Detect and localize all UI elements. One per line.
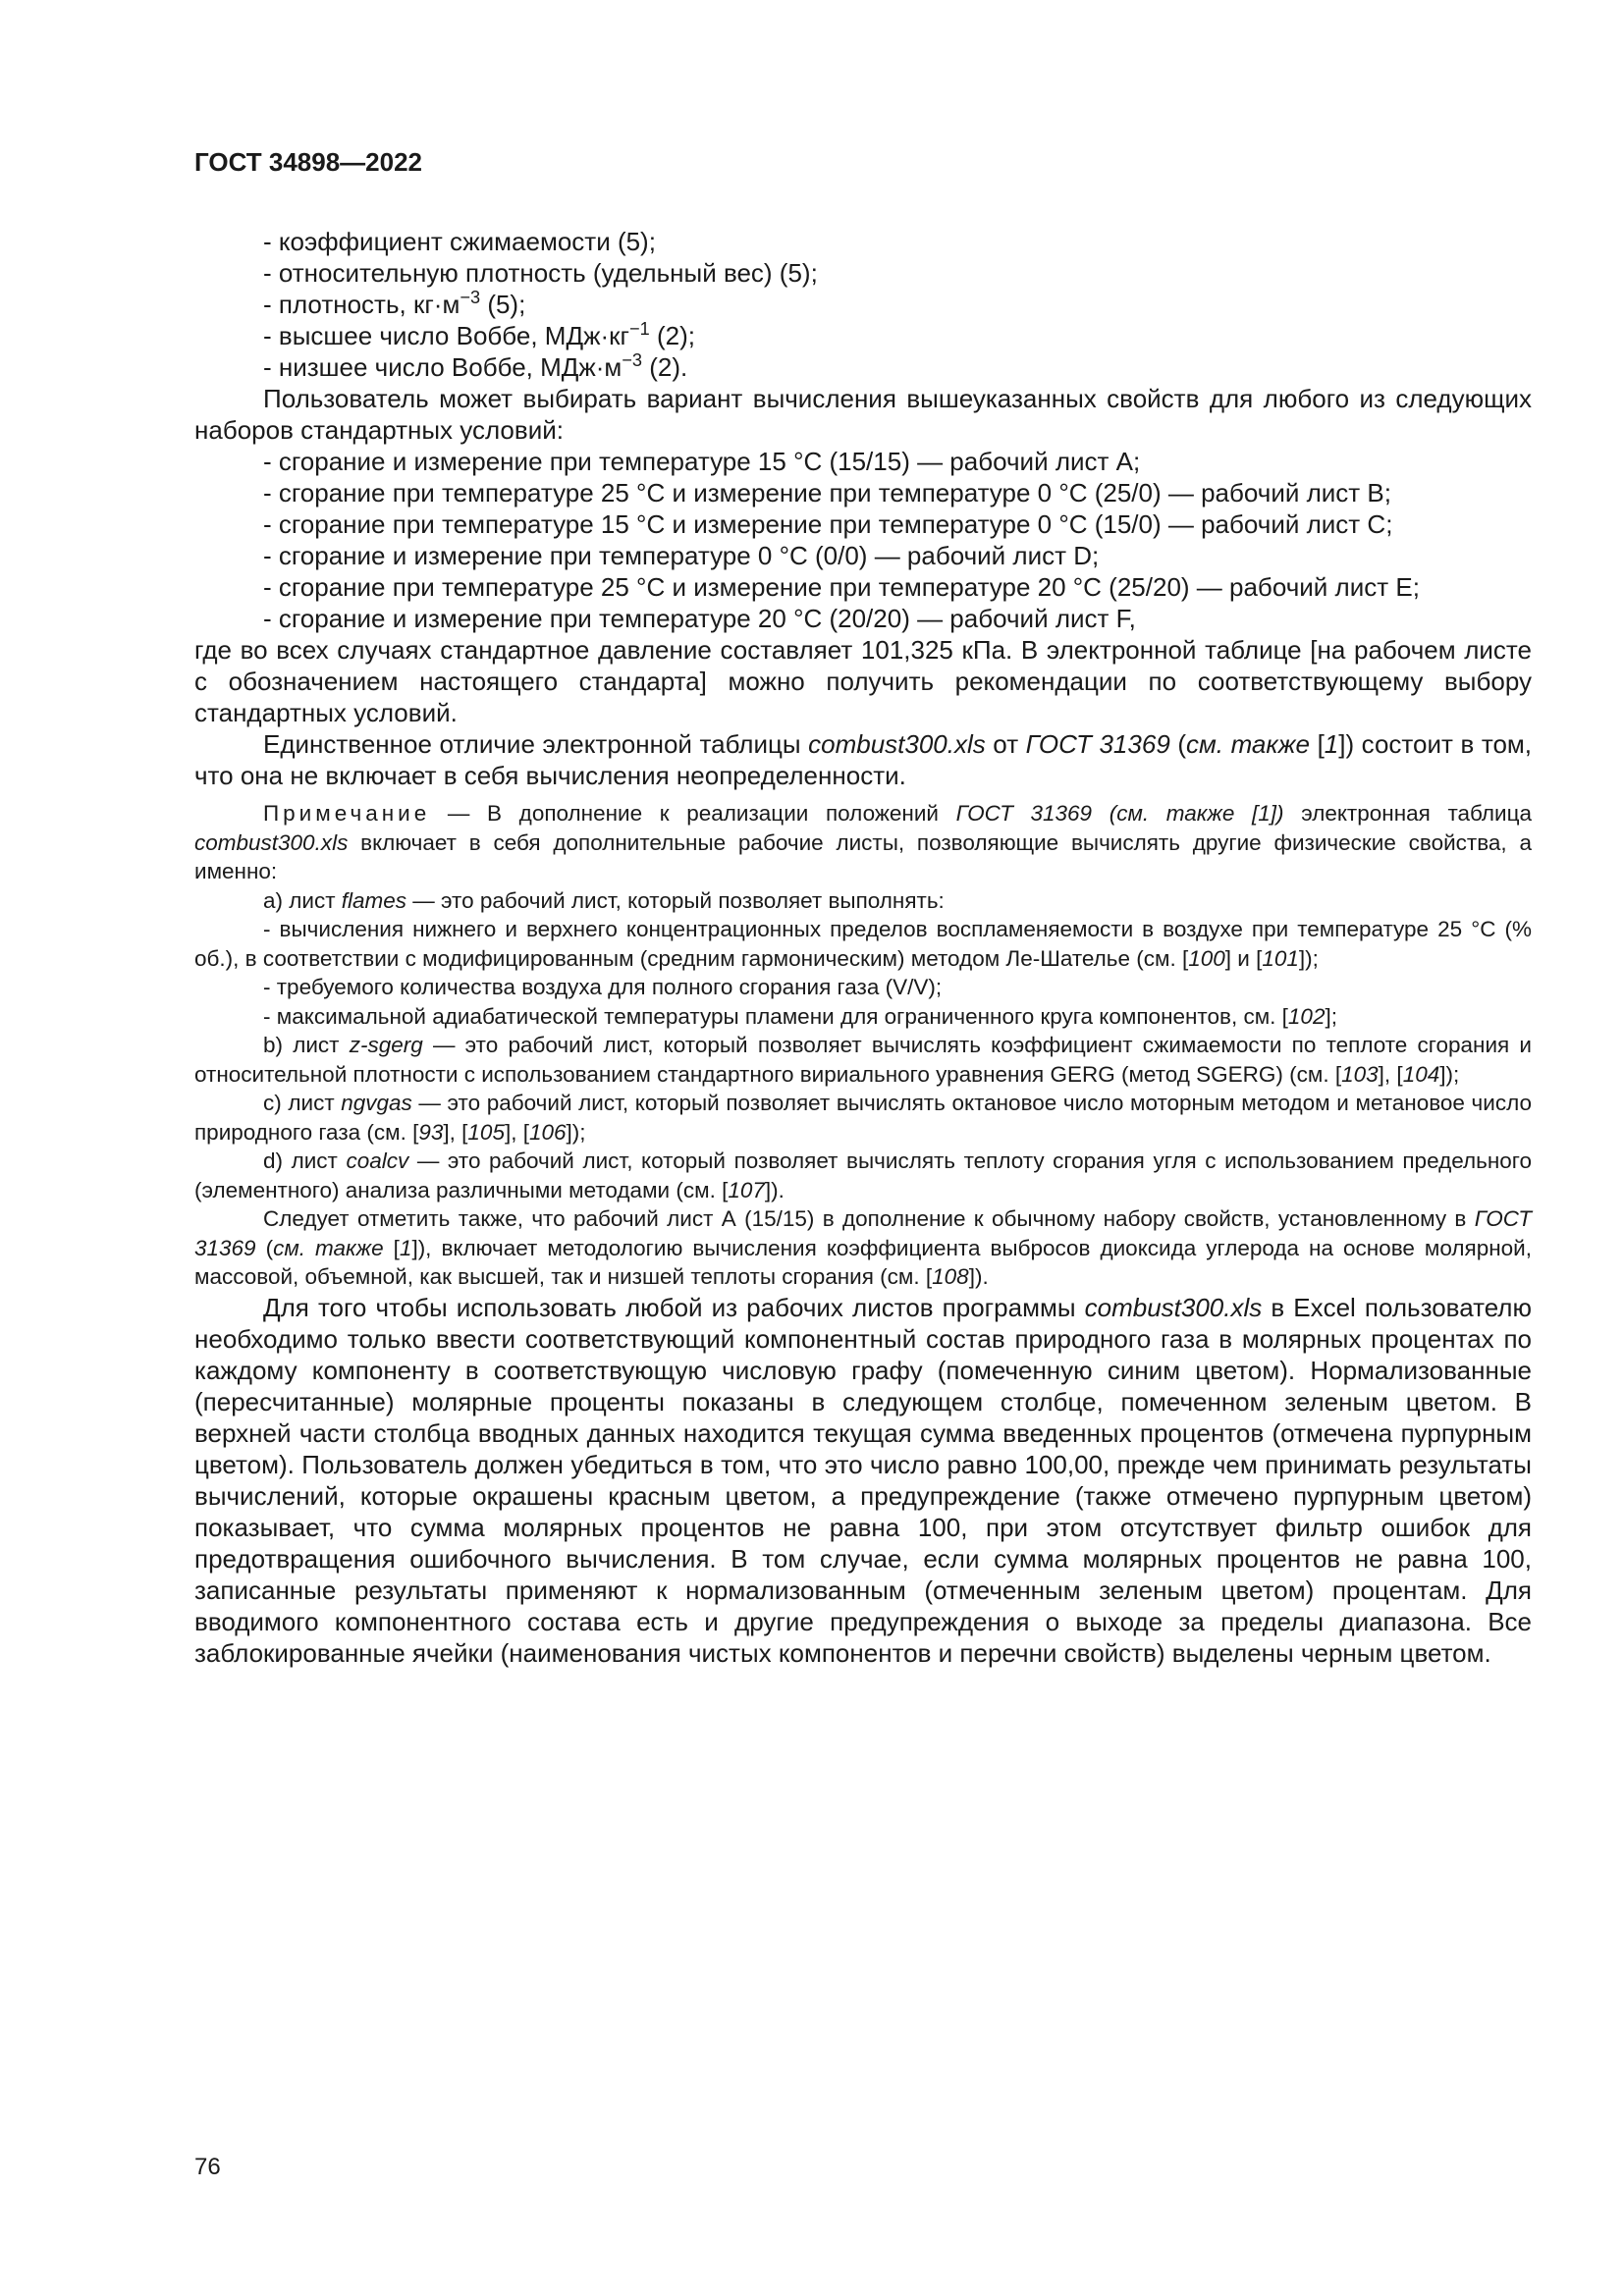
- list-item-wobbe-superior: - высшее число Воббе, $МДж\cdot кг^{-1}$ (2);: [263, 319, 695, 350]
- note-subitem: - требуемого количества воздуха для полного сгорания газа (V/V);: [263, 975, 943, 999]
- note-label: Примечание: [263, 801, 431, 826]
- note-item-z-sgerg: b) лист z-sgerg — это рабочий лист, который позволяет вычислять коэффициент сжимаемости по теплоте сгорания и относительной плотности с использованием стандартного вириального уравнения GERG (метод SGERG) (см. [103], [104]);: [194, 1033, 1532, 1087]
- list-item-density: - плотность, $кг\cdot м^{-3}$ (5);: [263, 288, 526, 319]
- note-subitem: - вычисления нижнего и верхнего концентрационных пределов воспламеняемости в воздухе при температуре 25 °С (% об.), в соответствии с модифицированным (средним гармоническим) методом Ле-Шателье (см. [100] и [101]);: [194, 917, 1532, 971]
- page-body: [194, 226, 1532, 1669]
- condition-item: - сгорание при температуре 15 °С и измерение при температуре 0 °С (15/0) — рабочий лист С;: [263, 509, 1393, 539]
- condition-item: - сгорание и измерение при температуре 15 °С (15/15) — рабочий лист А;: [263, 447, 1141, 476]
- paragraph-only-difference: Единственное отличие электронной таблицы combust300.xls от ГОСТ 31369 (см. также [1]) состоит в том, что она не включает в себя вычисления неопределенности.: [194, 729, 1532, 790]
- note-subitem: - максимальной адиабатической температуры пламени для ограниченного круга компонентов, см. [102];: [263, 1003, 1337, 1029]
- note-item-ngvgas: c) лист ngvgas — это рабочий лист, который позволяет вычислять октановое число моторным методом и метановое число природного газа (см. [93], [105], [106]);: [194, 1091, 1532, 1145]
- paragraph-excel-usage: Для того чтобы использовать любой из рабочих листов программы combust300.xls в Excel пользователю необходимо только ввести соответствующий компонентный состав природного газа в молярных процентах по каждому компоненту в соответствующую числовую графу (помеченную синим цветом). Нормализованные (пересчитанные) молярные проценты показаны в следующем столбце, помеченном зеленым цветом. В верхней части столбца вводных данных находится текущая сумма введенных процентов (отмечена пурпурным цветом). Пользователь должен убедиться в том, что это число равно 100,00, прежде чем принимать результаты вычислений, которые окрашены красным цветом, а предупреждение (также отмечено пурпурным цветом) показывает, что сумма молярных процентов не равна 100, при этом отсутствует фильтр ошибок для предотвращения ошибочного вычисления. В том случае, если сумма молярных процентов не равна 100, записанные результаты применяют к нормализованным (отмеченным зеленым цветом) процентам. Для вводимого компонентного состава есть и другие предупреждения о выходе за пределы диапазона. Все заблокированные ячейки (наименования чистых компонентов и перечни свойств) выделены черным цветом.: [194, 1292, 1532, 1668]
- page-header: ГОСТ 34898—2022: [194, 147, 422, 177]
- condition-item: - сгорание при температуре 25 °С и измерение при температуре 20 °С (25/20) — рабочий лист Е;: [263, 572, 1420, 602]
- page-number: 76: [194, 2154, 221, 2180]
- note-item-flames: a) лист flames — это рабочий лист, который позволяет выполнять:: [263, 887, 945, 913]
- paragraph-user-choice: Пользователь может выбирать вариант вычисления вышеуказанных свойств для любого из следующих наборов стандартных условий:: [194, 384, 1532, 445]
- condition-item: - сгорание и измерение при температуре 0 °С (0/0) — рабочий лист D;: [263, 541, 1100, 570]
- paragraph-standard-pressure: где во всех случаях стандартное давление составляет 101,325 кПа. В электронной таблице [на рабочем листе с обозначением настоящего стандарта] можно получить рекомендации по соответствующему выбору стандартных условий.: [194, 635, 1532, 727]
- condition-item: - сгорание при температуре 25 °С и измерение при температуре 0 °С (25/0) — рабочий лист В;: [263, 478, 1392, 507]
- list-item-wobbe-inferior: - низшее число Воббе, $МДж\cdot м^{-3}$ (2).: [263, 350, 688, 382]
- note-final: Следует отметить также, что рабочий лист А (15/15) в дополнение к обычному набору свойств, установленному в ГОСТ 31369 (см. также [1]), включает методологию вычисления коэффициента выбросов диоксида углерода на основе молярной, массовой, объемной, как высшей, так и низшей теплоты сгорания (см. [108]).: [194, 1206, 1532, 1289]
- list-item-compressibility: - коэффициент сжимаемости (5);: [263, 227, 656, 256]
- condition-item: - сгорание и измерение при температуре 20 °С (20/20) — рабочий лист F,: [263, 604, 1136, 633]
- note-intro: Примечание — В дополнение к реализации положений ГОСТ 31369 (см. также [1]) электронная таблица combust300.xls включает в себя дополнительные рабочие листы, позволяющие вычислять другие физические свойства, а именно:: [194, 801, 1533, 883]
- list-item-relative-density: - относительную плотность (удельный вес) (5);: [263, 258, 818, 288]
- note-block: [194, 799, 1532, 1292]
- note-item-coalcv: d) лист coalcv — это рабочий лист, который позволяет вычислять теплоту сгорания угля с использованием предельного (элементного) анализа различными методами (см. [107]).: [194, 1148, 1533, 1202]
